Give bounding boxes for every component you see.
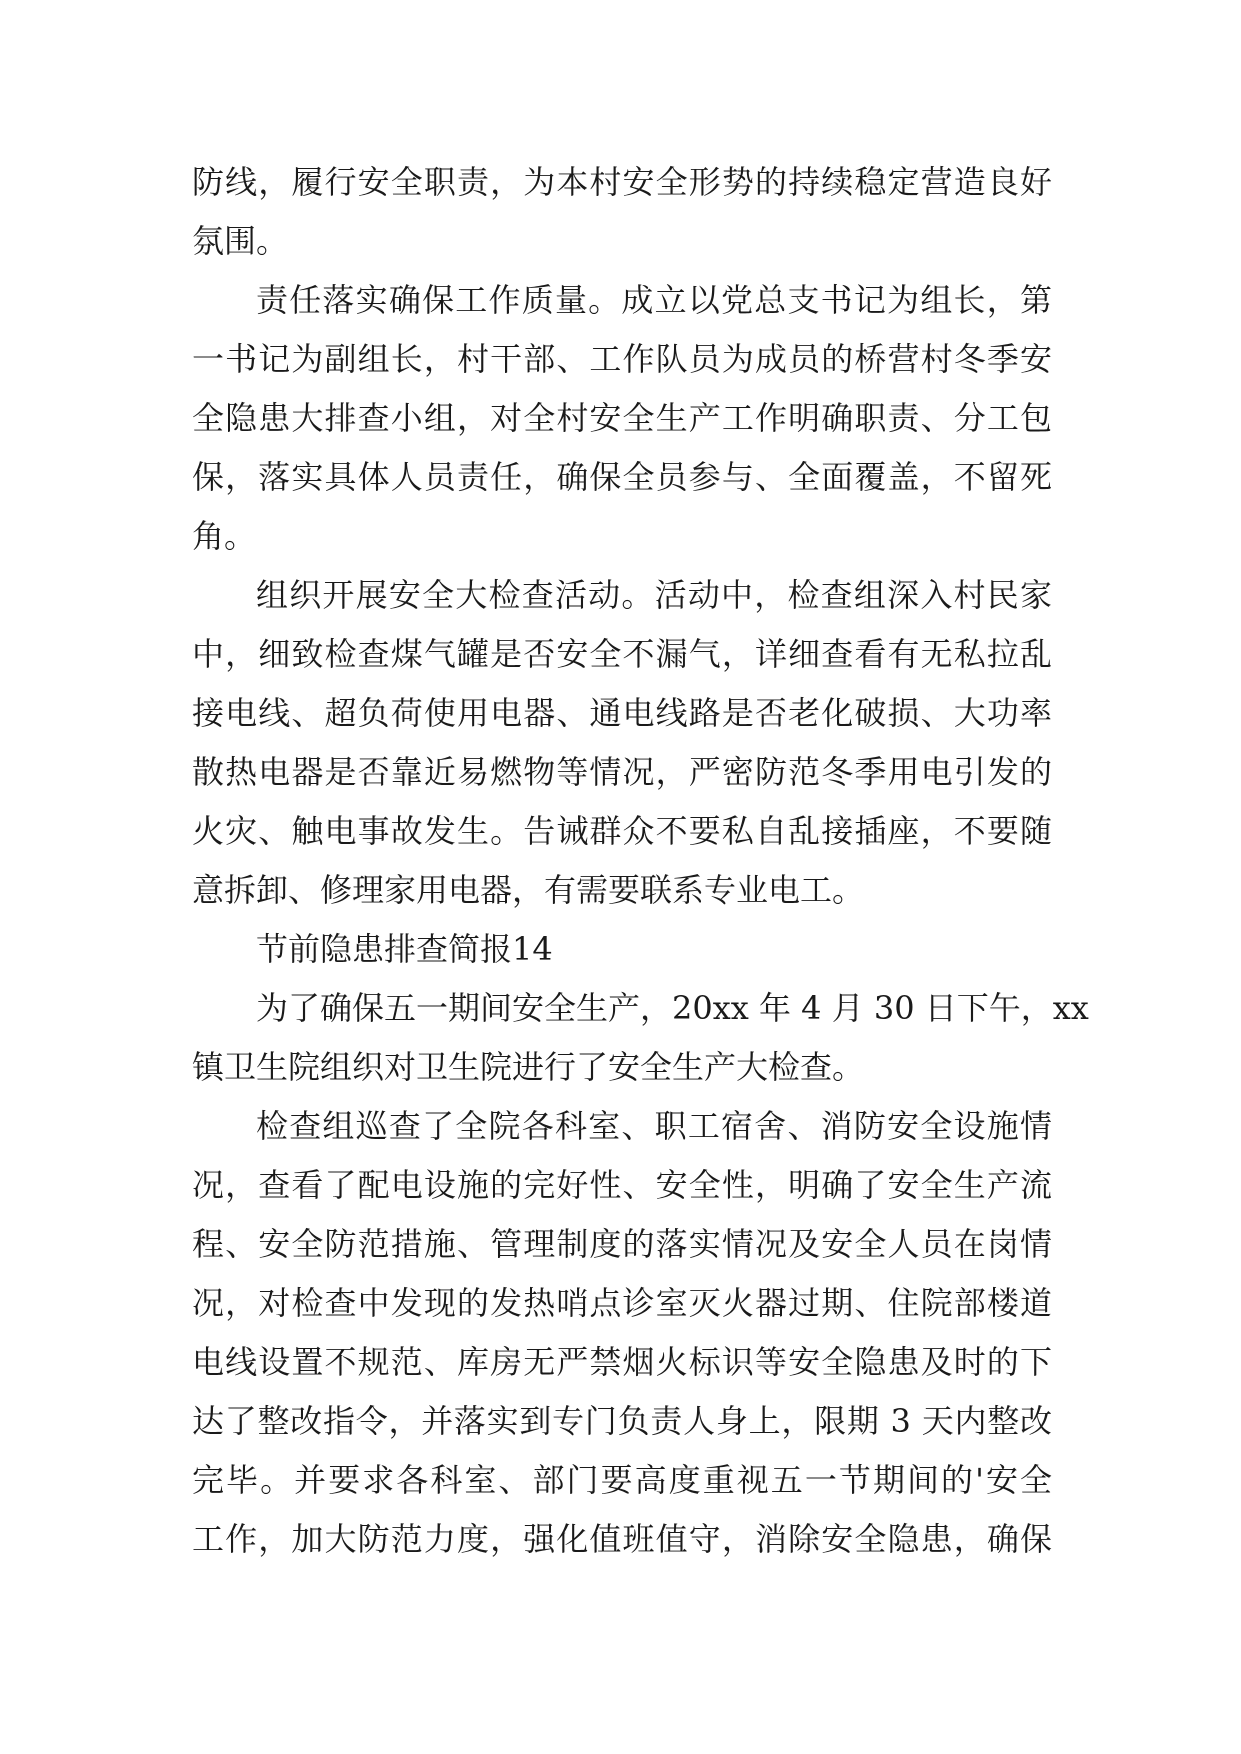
document-body xyxy=(192,153,1089,1569)
text-line: 况，查看了配电设施的完好性、安全性，明确了安全生产流 xyxy=(192,1166,1052,1204)
text-line: 接电线、超负荷使用电器、通电线路是否老化破损、大功率 xyxy=(192,694,1052,732)
text-line: 程、安全防范措施、管理制度的落实情况及安全人员在岗情 xyxy=(192,1225,1052,1263)
text-line: 意拆卸、修理家用电器，有需要联系专业电工。 xyxy=(192,871,865,909)
text-line: 完毕。并要求各科室、部门要高度重视五一节期间的'安全 xyxy=(192,1461,1052,1499)
text-line: 检查组巡查了全院各科室、职工宿舍、消防安全设施情 xyxy=(256,1107,1052,1145)
text-line: 防线，履行安全职责，为本村安全形势的持续稳定营造良好 xyxy=(192,163,1052,201)
text-line: 工作，加大防范力度，强化值班值守，消除安全隐患，确保 xyxy=(192,1520,1052,1558)
text-line: 火灾、触电事故发生。告诫群众不要私自乱接插座，不要随 xyxy=(192,812,1052,850)
text-line: 节前隐患排查简报14 xyxy=(256,930,553,968)
text-line: 散热电器是否靠近易燃物等情况，严密防范冬季用电引发的 xyxy=(192,753,1052,791)
text-line: 角。 xyxy=(192,517,257,555)
text-line: 一书记为副组长，村干部、工作队员为成员的桥营村冬季安 xyxy=(192,340,1052,378)
text-line: 为了确保五一期间安全生产，20xx 年 4 月 30 日下午，xx xyxy=(256,989,1089,1027)
text-line: 保，落实具体人员责任，确保全员参与、全面覆盖，不留死 xyxy=(192,458,1052,496)
text-line: 责任落实确保工作质量。成立以党总支书记为组长，第 xyxy=(256,281,1052,319)
text-line: 镇卫生院组织对卫生院进行了安全生产大检查。 xyxy=(192,1048,865,1086)
text-line: 达了整改指令，并落实到专门负责人身上，限期 3 天内整改 xyxy=(192,1402,1052,1440)
text-line: 全隐患大排查小组，对全村安全生产工作明确职责、分工包 xyxy=(192,399,1052,437)
text-line: 中，细致检查煤气罐是否安全不漏气，详细查看有无私拉乱 xyxy=(192,635,1052,673)
text-line: 氛围。 xyxy=(192,222,289,260)
text-line: 电线设置不规范、库房无严禁烟火标识等安全隐患及时的下 xyxy=(192,1343,1052,1381)
text-line: 况，对检查中发现的发热哨点诊室灭火器过期、住院部楼道 xyxy=(192,1284,1052,1322)
text-line: 组织开展安全大检查活动。活动中，检查组深入村民家 xyxy=(256,576,1052,614)
